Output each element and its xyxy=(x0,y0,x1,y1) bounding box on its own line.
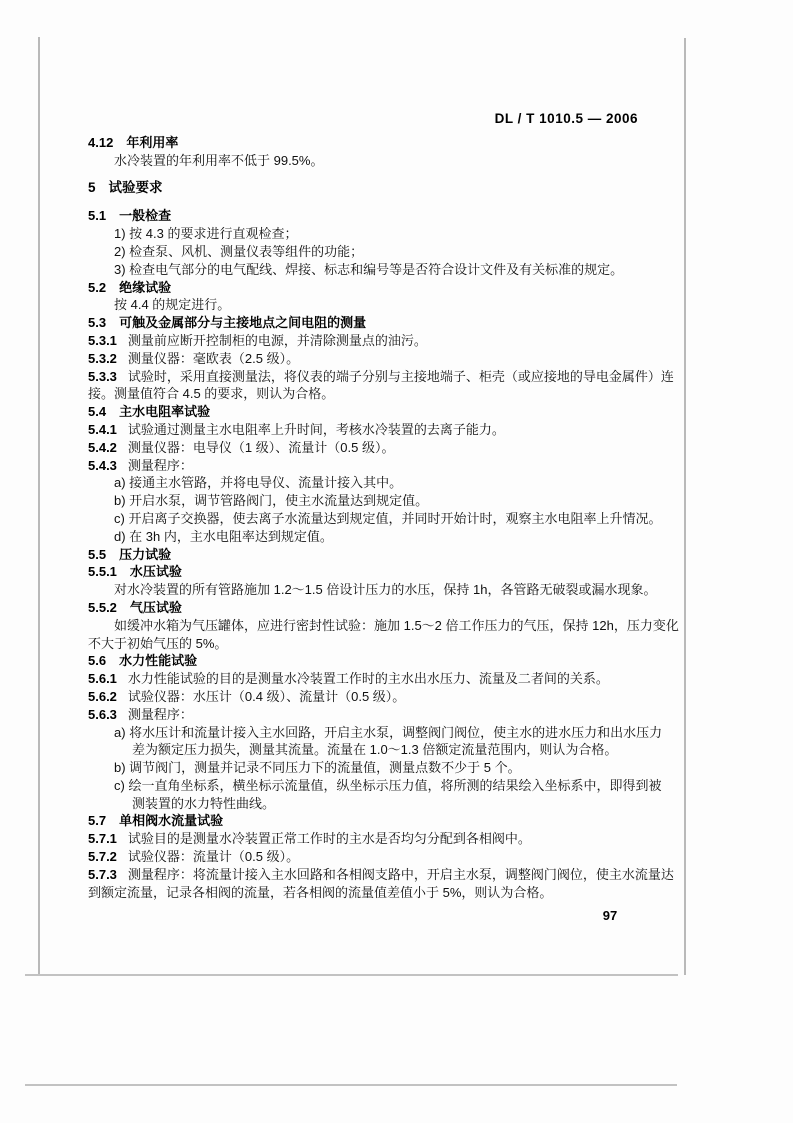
standard-code-header: DL / T 1010.5 — 2006 xyxy=(494,111,638,126)
clause-text: 差为额定压力损失，测量其流量。流量在 1.0～1.3 倍额定流量范围内，则认为合格。 xyxy=(132,742,618,758)
clause-number: 5.4.3 xyxy=(88,457,117,473)
text-line-1 xyxy=(88,152,668,170)
clause-text: 试验要求 xyxy=(108,179,163,195)
clause-text: a) 将水压计和流量计接入主水回路，开启主水泵，调整阀门阀位，使主水的进水压力和出水压力 xyxy=(114,724,663,740)
clause-text: b) 调节阀门，测量并记录不同压力下的流量值，测量点数不少于 5 个。 xyxy=(114,760,521,776)
clause-text: 年利用率 xyxy=(126,135,179,150)
text-line-4 xyxy=(88,225,668,243)
text-line-8 xyxy=(88,296,668,314)
clause-number: 5.4.1 xyxy=(88,421,117,437)
clause-5.6.2 xyxy=(88,688,668,706)
text-line-32 xyxy=(88,724,668,742)
clause-number: 5.7.2 xyxy=(88,849,117,865)
clause-text: 单相阀水流量试验 xyxy=(119,813,224,829)
clause-text: c) 绘一直角坐标系，横坐标示流量值，纵坐标示压力值，将所测的结果绘入坐标系中，即得到被 xyxy=(114,777,662,793)
clause-number: 5.3.3 xyxy=(88,368,117,384)
document-body xyxy=(88,134,679,901)
next-page-top-edge-line xyxy=(25,1084,677,1086)
clause-text: 对水冷装置的所有管路施加 1.2～1.5 倍设计压力的水压，保持 1h，各管路无破裂或漏水现象。 xyxy=(114,582,657,598)
clause-number: 4.12 xyxy=(88,135,114,150)
clause-text: b) 开启水泵，调节管路阀门，使主水流量达到规定值。 xyxy=(114,493,429,509)
clause-text: 试验仪器：流量计（0.5 级）。 xyxy=(127,849,300,865)
clause-text: 压力试验 xyxy=(119,546,172,562)
clause-number: 5.4.2 xyxy=(88,439,117,455)
clause-5.3 xyxy=(88,314,668,332)
text-line-27 xyxy=(88,635,668,653)
clause-5.2 xyxy=(88,279,668,297)
clause-number: 5.6 xyxy=(88,653,107,669)
text-line-33 xyxy=(88,741,668,759)
clause-text: 1) 按 4.3 的要求进行直观检查； xyxy=(114,226,298,242)
page-edge-left-line xyxy=(38,37,40,975)
page-number: 97 xyxy=(602,908,618,923)
text-line-20 xyxy=(88,510,668,528)
page-edge-right-line xyxy=(684,38,686,975)
clause-text: 测量程序： xyxy=(127,457,193,473)
clause-5.4.3 xyxy=(88,457,668,475)
clause-number: 5.2 xyxy=(88,279,107,295)
clause-number: 5.3 xyxy=(88,315,107,331)
clause-5.4.1 xyxy=(88,421,668,439)
clause-5.5.1 xyxy=(88,563,668,581)
clause-number: 5.3.1 xyxy=(88,332,117,348)
clause-5.1 xyxy=(88,207,668,225)
clause-number: 5.6.1 xyxy=(88,671,117,687)
clause-text: 绝缘试验 xyxy=(119,279,172,295)
clause-text: a) 接通主水管路，并将电导仪、流量计接入其中。 xyxy=(114,475,403,491)
clause-text: 试验时，采用直接测量法，将仪表的端子分别与主接地端子、柜壳（或应接地的导电金属件）连 xyxy=(127,368,674,384)
clause-number: 5.6.3 xyxy=(88,706,117,722)
clause-number: 5.5.1 xyxy=(88,564,117,580)
text-line-18 xyxy=(88,474,668,492)
clause-text: 测量程序： xyxy=(127,706,193,722)
clause-text: 测装置的水力特性曲线。 xyxy=(132,795,276,811)
clause-number: 5.1 xyxy=(88,208,107,224)
clause-text: 水冷装置的年利用率不低于 99.5%。 xyxy=(114,152,324,168)
clause-text: 2) 检查泵、风机、测量仪表等组件的功能； xyxy=(114,243,364,259)
text-line-34 xyxy=(88,759,668,777)
clause-text: 接。测量值符合 4.5 的要求，则认为合格。 xyxy=(88,386,335,402)
clause-text: 3) 检查电气部分的电气配线、焊接、标志和编号等是否符合设计文件及有关标准的规定。 xyxy=(114,261,624,277)
clause-number: 5.7.1 xyxy=(88,831,117,847)
clause-text: 测量前应断开控制柜的电源，并清除测量点的油污。 xyxy=(127,332,427,348)
clause-5.7 xyxy=(88,812,668,830)
text-line-13 xyxy=(88,385,668,403)
clause-5.6.1 xyxy=(88,670,668,688)
clause-text: 试验通过测量主水电阻率上升时间，考核水冷装置的去离子能力。 xyxy=(127,421,505,437)
text-line-41 xyxy=(88,884,668,902)
text-line-26 xyxy=(88,617,679,635)
clause-text: 水压试验 xyxy=(129,564,182,580)
text-line-19 xyxy=(88,492,668,510)
clause-5.4.2 xyxy=(88,439,668,457)
clause-text: 按 4.4 的规定进行。 xyxy=(114,297,231,313)
clause-number: 5.6.2 xyxy=(88,688,117,704)
clause-number: 5 xyxy=(88,179,96,195)
clause-5.3.1 xyxy=(88,332,668,350)
text-line-24 xyxy=(88,581,668,599)
clause-text: 水力性能试验的目的是测量水冷装置工作时的主水出水压力、流量及二者间的关系。 xyxy=(127,671,609,687)
clause-5.6 xyxy=(88,652,668,670)
text-line-21 xyxy=(88,528,668,546)
clause-5.5.2 xyxy=(88,599,668,617)
text-line-35 xyxy=(88,777,668,795)
clause-number: 5.5.2 xyxy=(88,599,117,615)
clause-text: d) 在 3h 内，主水电阻率达到规定值。 xyxy=(114,528,333,544)
clause-text: 水力性能试验 xyxy=(119,653,198,669)
clause-number: 5.7 xyxy=(88,813,107,829)
text-line-5 xyxy=(88,243,668,261)
clause-number: 5.4 xyxy=(88,404,107,420)
text-line-36 xyxy=(88,795,668,813)
clause-text: 到额定流量，记录各相阀的流量，若各相阀的流量值差值小于 5%，则认为合格。 xyxy=(88,884,553,900)
clause-4.12 xyxy=(88,134,668,152)
clause-text: 测量程序：将流量计接入主水回路和各相阀支路中，开启主水泵，调整阀门阀位，使主水流量达 xyxy=(127,866,674,882)
clause-5.4 xyxy=(88,403,668,421)
clause-5.5 xyxy=(88,546,668,564)
clause-text: 测量仪器：毫欧表（2.5 级）。 xyxy=(127,350,300,366)
clause-number: 5.5 xyxy=(88,546,107,562)
clause-text: 主水电阻率试验 xyxy=(119,404,211,420)
clause-5.3.3 xyxy=(88,368,674,386)
page-edge-bottom-line xyxy=(25,974,678,976)
clause-5.7.3 xyxy=(88,866,674,884)
clause-text: 不大于初始气压的 5%。 xyxy=(88,635,228,651)
clause-text: 试验仪器：水压计（0.4 级）、流量计（0.5 级）。 xyxy=(127,688,406,704)
clause-text: 可触及金属部分与主接地点之间电阻的测量 xyxy=(119,315,367,331)
clause-text: 一般检查 xyxy=(119,208,172,224)
clause-text: 如缓冲水箱为气压罐体，应进行密封性试验：施加 1.5～2 倍工作压力的气压，保持 12h，压力变化 xyxy=(114,617,679,633)
clause-text: 试验目的是测量水冷装置正常工作时的主水是否均匀分配到各相阀中。 xyxy=(127,831,531,847)
clause-5.3.2 xyxy=(88,350,668,368)
clause-5 xyxy=(88,179,668,197)
clause-number: 5.7.3 xyxy=(88,866,117,882)
clause-5.6.3 xyxy=(88,706,668,724)
clause-text: 测量仪器：电导仪（1 级）、流量计（0.5 级）。 xyxy=(127,439,395,455)
clause-5.7.2 xyxy=(88,848,668,866)
clause-text: c) 开启离子交换器，使去离子水流量达到规定值，并同时开始计时，观察主水电阻率上升情况。 xyxy=(114,510,662,526)
clause-text: 气压试验 xyxy=(129,599,182,615)
clause-number: 5.3.2 xyxy=(88,350,117,366)
clause-5.7.1 xyxy=(88,830,668,848)
text-line-6 xyxy=(88,261,668,279)
